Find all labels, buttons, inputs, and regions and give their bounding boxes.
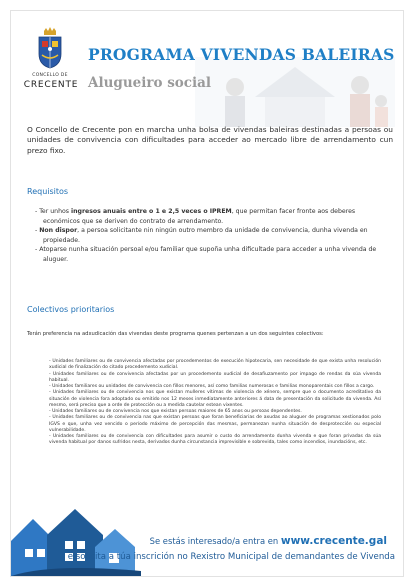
footer-cta-text: Se estás interesado/a entra en bbox=[149, 536, 281, 546]
footer bbox=[11, 501, 403, 576]
council-name: CRECENTE bbox=[23, 80, 79, 90]
requisito-item bbox=[35, 245, 393, 264]
colectivo-item: - Unidades familiares ou unidades de convivencia con fillos menores, así como familias numerosas e familias monoparentais con fillos a cargo. bbox=[49, 384, 375, 389]
bullet: - bbox=[35, 208, 40, 215]
bullet: - bbox=[35, 227, 40, 235]
houses-illustration-icon bbox=[11, 501, 141, 576]
requisito-bold-text: Non dispor bbox=[39, 227, 78, 235]
council-label-small: CONCELLO DE bbox=[32, 73, 68, 78]
colectivo-item: - Unidades familiares ou de convivencia afectadas por procedementos de execución hipotecaria, sen necesidade de que exista unha resolución xudicial de finalización do citado procedemento xudicial. bbox=[49, 359, 381, 371]
footer-registration-text: e solicita a túa inscrición no Rexistro Municipal de demandantes de Vivenda bbox=[67, 552, 395, 562]
requisito-text: , que permitan facer fronte aos deberes económicos que se deriven do contrato de arrendamento. bbox=[43, 208, 356, 225]
requisitos-list bbox=[35, 207, 393, 265]
requisito-text: Ter unhos bbox=[39, 208, 71, 215]
intro-paragraph: O Concello de Crecente pon en marcha unha bolsa de vivendas baleiras destinadas a persoas ou unidades de convivencia con dificultades para acceder ao mercado libre de arrendamento cun prezo fixo. bbox=[27, 125, 393, 155]
colectivos-lead: Terán preferencia na adxudicación das vivendas deste programa quenes pertenzan a un dos seguintes colectivos: bbox=[27, 331, 324, 337]
council-crest-logo bbox=[35, 27, 65, 69]
colectivos-list bbox=[49, 359, 381, 447]
family-house-photo bbox=[195, 57, 395, 127]
requisito-item bbox=[35, 207, 393, 226]
footer-cta bbox=[150, 535, 387, 547]
colectivos-heading: Colectivos prioritarios bbox=[27, 305, 115, 314]
flyer-page bbox=[10, 10, 404, 577]
colectivo-item: - Unidades familiares ou de convivencia nas que existan persoas que foran beneficiarias de axudas ao aluguer de programas xestionados polo IGVS e que, unha vez vencido o período máximo de percepción das mesmas, permanezan nunha situación de desprotección ou especial vulnerabilidade. bbox=[49, 415, 381, 433]
requisito-item bbox=[35, 226, 393, 245]
requisito-text: , a persoa solicitante nin ningún outro membro da unidade de convivencia, dunha vivenda en propiedade. bbox=[43, 227, 368, 244]
requisito-bold-text: ingresos anuais entre o 1 e 2,5 veces o IPREM bbox=[71, 208, 232, 215]
page-subtitle: Alugueiro social bbox=[88, 75, 212, 91]
header bbox=[11, 11, 403, 121]
colectivo-item: - Unidades familiares ou de convivencia nos que existan mulleres vítimas de violencia de xénero, sempre que o documento acreditativo da situación de violencia fora adoptado ou emitido nos 12 meses inmediatamente anteriores á data de presentación da solicitude da vivenda. Así mesmo, será preciso que a orde de protección ou a medida cautelar estean vixentes. bbox=[49, 390, 381, 408]
colectivo-item: - Unidades familiares ou de convivencia afectadas por un procedemento xudicial de desafiuzamento por impago de rendas da súa vivenda habitual. bbox=[49, 371, 381, 383]
requisitos-heading: Requisitos bbox=[27, 187, 69, 196]
colectivo-item: - Unidades familiares ou de convivencia con dificultades para asumir o custo do arrendamento dunha vivenda e que foran privadas da súa vivenda habitual por danos sufridos nesta, derivados dunha circunstancia imprevisible e sobrevida, tales como incendios, inundacións, etc. bbox=[49, 434, 381, 446]
page-title: PROGRAMA VIVENDAS BALEIRAS bbox=[88, 45, 395, 64]
requisito-text: Atoparse nunha situación persoal e/ou familiar que supoña unha dificultade para acceder a unha vivenda de aluguer. bbox=[39, 246, 377, 263]
bullet: - bbox=[35, 246, 40, 254]
colectivo-item: - Unidades familiares ou de convivencia nos que existan persoas maiores de 65 anos ou persoas dependentes. bbox=[49, 409, 302, 414]
website-link[interactable]: www.crecente.gal bbox=[280, 535, 387, 547]
